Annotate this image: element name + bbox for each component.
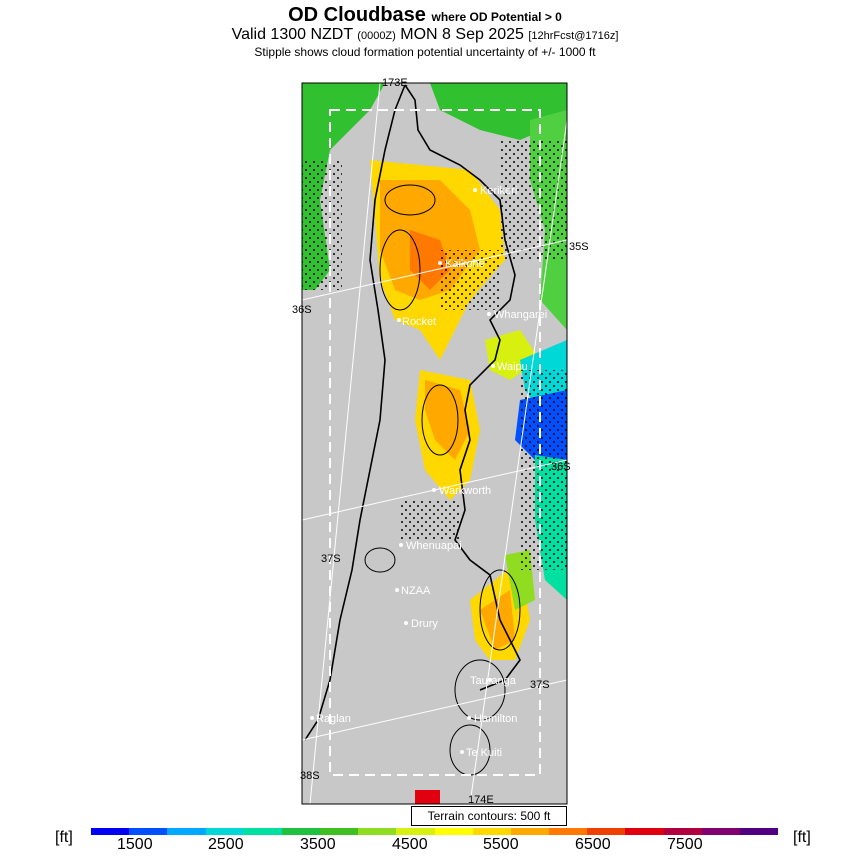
colorbar-swatch [320,828,359,835]
colorbar-swatch [435,828,474,835]
terrain-contour-legend: Terrain contours: 500 ft [411,806,567,826]
place-raglan: Raglan [316,713,351,725]
colorbar-swatch [587,828,626,835]
grid-label-173e: 173E [382,77,408,89]
colorbar-swatch [396,828,435,835]
colorbar-swatch [664,828,703,835]
valid-zulu: (0000Z) [357,30,396,42]
colorbar-swatch [129,828,168,835]
colorbar-unit-left: [ft] [55,829,73,846]
place-te-kuiti: Te Kuiti [466,747,503,759]
grid-label-174e: 174E [468,794,494,806]
colorbar-swatch [167,828,206,835]
place-rocket: Rocket [402,316,437,328]
forecast-info: [12hrFcst@1716z] [528,30,619,42]
grid-label-37s-west: 37S [321,553,341,565]
grid-label-38s: 38S [300,770,320,782]
grid-label-37s-east: 37S [530,679,550,691]
title-text: OD Cloudbase [288,4,426,26]
place-whenuapai: Whenuapai [406,540,462,552]
colorbar-tick: 4500 [392,836,428,853]
place-kaikohe: Kaikohe [445,258,485,270]
colorbar-swatch [91,828,130,835]
colorbar-swatch [473,828,512,835]
colorbar-swatch [625,828,664,835]
colorbar-unit-right: [ft] [793,829,811,846]
grid-label-36s-east: 36S [551,461,571,473]
place-drury: Drury [411,618,438,630]
colorbar-swatch [282,828,321,835]
valid-prefix: Valid 1300 NZDT [231,26,353,43]
grid-label-36s-west: 36S [292,304,312,316]
colorbar-swatch [702,828,741,835]
title-note: where OD Potential > 0 [431,10,562,24]
colorbar-tick: 3500 [300,836,336,853]
grid-label-35s: 35S [569,241,589,253]
place-tauranga: Tauranga [470,675,516,687]
place-hamilton: Hamilton [474,713,518,725]
place-whangarei: Whangarei [494,309,548,321]
valid-date: MON 8 Sep 2025 [400,26,524,43]
colorbar-tick: 5500 [483,836,519,853]
place-kerikeri: Kerikeri [480,185,518,197]
colorbar-swatch [549,828,588,835]
place-nzaa: NZAA [401,585,431,597]
colorbar-tick: 1500 [117,836,153,853]
colorbar-tick: 7500 [667,836,703,853]
colorbar-swatch [206,828,245,835]
colorbar-swatch [358,828,397,835]
stipple-note: Stipple shows cloud formation potential uncertainty of +/- 1000 ft [254,45,596,59]
colorbar-swatch [511,828,550,835]
colorbar-tick: 2500 [208,836,244,853]
colorbar-swatch [740,828,779,835]
colorbar-swatch [244,828,283,835]
colorbar-tick: 6500 [575,836,611,853]
place-warkworth: Warkworth [439,485,492,497]
place-waipu: Waipu [497,361,528,373]
